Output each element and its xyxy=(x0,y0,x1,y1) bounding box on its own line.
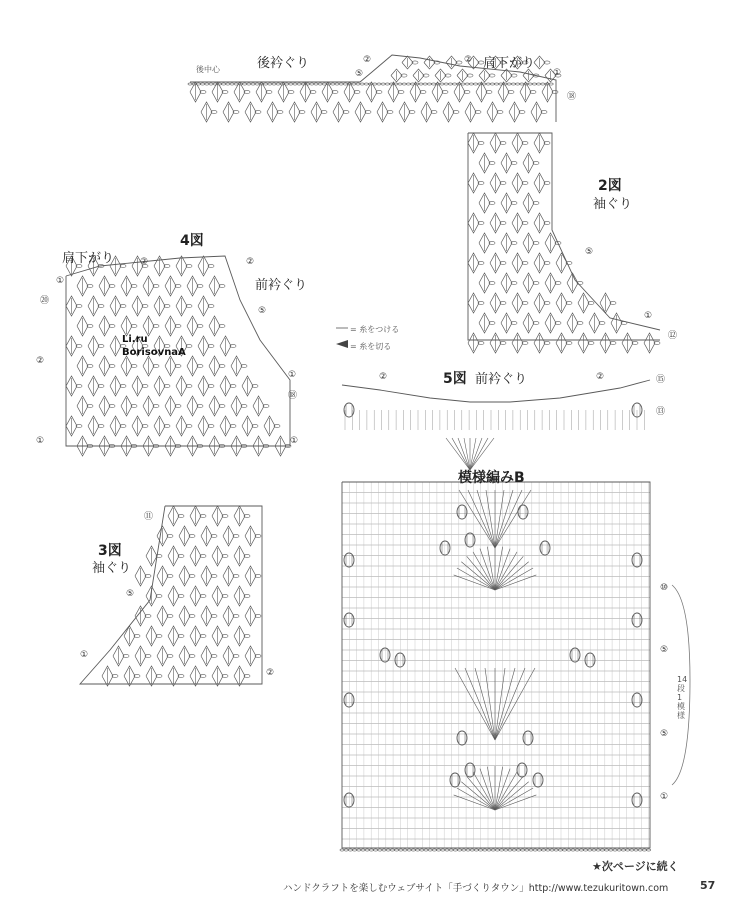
chain-stitch xyxy=(549,83,553,85)
row-mark-2-fig4: ② xyxy=(140,257,149,267)
chain-stitch xyxy=(486,83,490,85)
row-mark-5-fig3: ⑤ xyxy=(126,589,135,599)
rows-per-repeat-note: 14段1模様 xyxy=(677,675,688,720)
chain-stitch xyxy=(378,849,382,851)
bobble-stitch xyxy=(344,613,354,627)
chain-stitch xyxy=(453,849,457,851)
bobble-stitch xyxy=(457,505,467,519)
v-stitch xyxy=(455,668,495,740)
chain-stitch xyxy=(360,83,364,85)
v-stitch xyxy=(495,668,505,740)
v-stitch xyxy=(495,490,522,548)
chain-stitch xyxy=(500,849,504,851)
chain-stitch xyxy=(533,849,537,851)
footer-website: ハンドクラフトを楽しむウェブサイト「手づくりタウン」http://www.tezukuritown.com xyxy=(283,883,669,894)
chain-stitch xyxy=(226,83,230,85)
row-mark-1-fig5: ① xyxy=(660,792,669,802)
chain-stitch xyxy=(335,83,339,85)
chain-stitch xyxy=(474,849,478,851)
bobble-stitch xyxy=(632,693,642,707)
chain-stitch xyxy=(638,849,642,851)
chain-stitch xyxy=(201,83,205,85)
row-mark-5b-fig5: ⑤ xyxy=(660,729,669,739)
chain-stitch xyxy=(537,83,541,85)
chain-stitch xyxy=(264,83,268,85)
chain-stitch xyxy=(196,83,200,85)
bobble-stitch xyxy=(395,653,405,667)
chain-stitch xyxy=(361,849,365,851)
chain-stitch xyxy=(558,849,562,851)
chain-stitch xyxy=(532,83,536,85)
chain-stitch xyxy=(373,83,377,85)
chain-stitch xyxy=(398,83,402,85)
chain-stitch xyxy=(357,849,361,851)
row-mark-1-fig2: ① xyxy=(644,311,653,321)
row-mark-2-fig5: ② xyxy=(596,372,605,382)
fan-stitch xyxy=(495,788,533,810)
fan-stitch xyxy=(457,788,495,810)
chain-stitch xyxy=(268,83,272,85)
chain-stitch xyxy=(365,849,369,851)
bobble-stitch xyxy=(440,541,450,555)
row-mark-5-back: ⑤ xyxy=(355,69,364,79)
back-center-label: 後中心 xyxy=(196,65,220,74)
chain-stitch xyxy=(276,83,280,85)
chain-stitch xyxy=(353,849,357,851)
chain-stitch xyxy=(420,849,424,851)
row-mark-15-fig5: ⑮ xyxy=(656,375,666,385)
chain-stitch xyxy=(377,83,381,85)
fig4-title: 4図 xyxy=(180,233,204,249)
chain-stitch xyxy=(402,83,406,85)
chain-stitch xyxy=(399,849,403,851)
edge-outline xyxy=(66,276,290,446)
chain-stitch xyxy=(297,83,301,85)
edge-outline xyxy=(342,482,650,848)
chain-stitch xyxy=(440,83,444,85)
chain-stitch xyxy=(272,83,276,85)
chain-stitch xyxy=(381,83,385,85)
row-mark-2-fig3: ② xyxy=(266,668,275,678)
pattern-b-title: 模様編みB xyxy=(458,470,525,486)
v-stitch xyxy=(495,668,535,740)
chain-stitch xyxy=(617,849,621,851)
row-mark-1-back: ① xyxy=(553,68,562,78)
chain-stitch xyxy=(571,849,575,851)
v-stitch xyxy=(495,668,515,740)
chain-stitch xyxy=(642,849,646,851)
chain-stitch xyxy=(584,849,588,851)
legend-attach-yarn: = 糸をつける xyxy=(350,325,400,334)
chain-stitch xyxy=(364,83,368,85)
chain-stitch xyxy=(567,849,571,851)
chain-stitch xyxy=(600,849,604,851)
chain-stitch xyxy=(487,849,491,851)
chain-stitch xyxy=(314,83,318,85)
bobble-stitch xyxy=(518,505,528,519)
chain-stitch xyxy=(511,83,515,85)
chain-stitch xyxy=(419,83,423,85)
chain-stitch xyxy=(374,849,378,851)
row-mark-1-fig4: ① xyxy=(56,276,65,286)
chain-stitch xyxy=(579,849,583,851)
chain-stitch xyxy=(243,83,247,85)
chain-stitch xyxy=(318,83,322,85)
row-mark-2-back: ② xyxy=(363,55,372,65)
v-stitch xyxy=(468,490,495,548)
fig3-subtitle: 袖ぐり xyxy=(92,561,132,576)
row-mark-10-fig5: ⑩ xyxy=(660,583,669,593)
bobble-stitch xyxy=(344,553,354,567)
chain-stitch xyxy=(512,849,516,851)
chain-stitch xyxy=(428,849,432,851)
chain-stitch xyxy=(255,83,259,85)
row-mark-2c-fig4: ② xyxy=(36,356,45,366)
chain-stitch xyxy=(385,83,389,85)
chain-stitch xyxy=(461,83,465,85)
chain-stitch xyxy=(546,849,550,851)
chain-stitch xyxy=(453,83,457,85)
chain-stitch xyxy=(495,849,499,851)
fig3-title: 3図 xyxy=(98,543,122,559)
chain-stitch xyxy=(390,849,394,851)
chain-stitch xyxy=(563,849,567,851)
chain-stitch xyxy=(448,83,452,85)
chain-stitch xyxy=(339,83,343,85)
chain-stitch xyxy=(516,849,520,851)
chain-stitch xyxy=(416,849,420,851)
fig2-armhole-chart xyxy=(468,133,660,353)
chain-stitch xyxy=(525,849,529,851)
chain-stitch xyxy=(605,849,609,851)
chain-stitch xyxy=(301,83,305,85)
bobble-stitch xyxy=(344,793,354,807)
row-mark-11-fig3: ⑪ xyxy=(144,512,154,522)
chain-stitch xyxy=(575,849,579,851)
chain-stitch xyxy=(234,83,238,85)
v-stitch xyxy=(446,438,470,470)
row-mark-1b-fig4: ① xyxy=(288,370,297,380)
chain-stitch xyxy=(483,849,487,851)
chain-stitch xyxy=(474,83,478,85)
chain-stitch xyxy=(528,83,532,85)
bobble-stitch xyxy=(632,553,642,567)
fig5-front-neck-label: 前衿ぐり xyxy=(475,372,528,387)
chain-stitch xyxy=(424,849,428,851)
chain-stitch xyxy=(613,849,617,851)
fig4-shoulder-label: 肩下がり xyxy=(62,251,115,266)
chain-stitch xyxy=(343,83,347,85)
chain-stitch xyxy=(382,849,386,851)
bobble-stitch xyxy=(540,541,550,555)
v-stitch xyxy=(459,490,495,548)
chain-stitch xyxy=(293,83,297,85)
chain-stitch xyxy=(395,849,399,851)
chain-stitch xyxy=(507,83,511,85)
chain-stitch xyxy=(386,849,390,851)
chain-stitch xyxy=(490,83,494,85)
back-neck-label: 後衿ぐり xyxy=(257,56,310,71)
chain-stitch xyxy=(465,83,469,85)
bobble-stitch xyxy=(533,773,543,787)
fan-stitch xyxy=(457,568,495,590)
row-mark-20-fig4: ⑳ xyxy=(40,296,50,306)
chain-stitch xyxy=(634,849,638,851)
row-mark-1-fig3: ① xyxy=(80,650,89,660)
edge-outline xyxy=(468,133,660,330)
chain-stitch xyxy=(462,849,466,851)
fan-stitch xyxy=(495,568,533,590)
row-mark-2b-fig4: ② xyxy=(246,257,255,267)
chain-stitch xyxy=(647,849,651,851)
chain-stitch xyxy=(407,849,411,851)
bobble-stitch xyxy=(457,731,467,745)
chain-stitch xyxy=(441,849,445,851)
chain-stitch xyxy=(466,849,470,851)
chain-stitch xyxy=(458,849,462,851)
bobble-stitch xyxy=(517,763,527,777)
chain-stitch xyxy=(423,83,427,85)
chain-stitch xyxy=(495,83,499,85)
chain-stitch xyxy=(630,849,634,851)
bobble-stitch xyxy=(632,793,642,807)
chain-stitch xyxy=(516,83,520,85)
chain-stitch xyxy=(520,83,524,85)
row-mark-2b-back: ② xyxy=(464,55,473,65)
chain-stitch xyxy=(537,849,541,851)
chain-stitch xyxy=(508,849,512,851)
chain-stitch xyxy=(432,849,436,851)
row-mark-18-fig4: ⑱ xyxy=(288,391,298,401)
chain-stitch xyxy=(445,849,449,851)
chain-stitch xyxy=(621,849,625,851)
fig2-subtitle: 袖ぐり xyxy=(593,197,633,212)
chain-stitch xyxy=(411,83,415,85)
chain-stitch xyxy=(626,849,630,851)
chain-stitch xyxy=(322,83,326,85)
chain-stitch xyxy=(348,849,352,851)
chain-stitch xyxy=(406,83,410,85)
fig4-front-neck-label: 前衿ぐり xyxy=(255,278,308,293)
chain-stitch xyxy=(521,849,525,851)
v-stitch xyxy=(470,438,494,470)
chain-stitch xyxy=(222,83,226,85)
shoulder-drop-label: 肩下がり xyxy=(483,56,536,71)
v-stitch xyxy=(495,490,531,548)
chain-stitch xyxy=(550,849,554,851)
chain-stitch xyxy=(554,849,558,851)
v-stitch xyxy=(486,490,495,548)
chain-stitch xyxy=(247,83,251,85)
chain-stitch xyxy=(479,849,483,851)
chain-stitch xyxy=(449,849,453,851)
chain-stitch xyxy=(285,83,289,85)
bobble-stitch xyxy=(344,693,354,707)
v-stitch xyxy=(495,490,513,548)
chain-stitch xyxy=(411,849,415,851)
chain-stitch xyxy=(542,849,546,851)
chain-stitch xyxy=(344,849,348,851)
chain-stitch xyxy=(403,849,407,851)
chain-stitch xyxy=(289,83,293,85)
chain-stitch xyxy=(470,849,474,851)
v-stitch xyxy=(475,668,495,740)
annotation-lines xyxy=(336,328,690,785)
fig3-armhole-chart xyxy=(80,506,262,686)
fig5-pattern-b-chart xyxy=(340,380,651,851)
chain-stitch xyxy=(432,83,436,85)
row-mark-1d-fig4: ① xyxy=(290,436,299,446)
row-mark-13-fig5: ⑬ xyxy=(656,407,666,417)
chain-stitch xyxy=(369,849,373,851)
row-mark-1c-fig4: ① xyxy=(36,436,45,446)
chain-stitch xyxy=(469,83,473,85)
bobble-stitch xyxy=(632,613,642,627)
chain-stitch xyxy=(209,83,213,85)
row-mark-12-fig2: ⑫ xyxy=(668,331,678,341)
chain-stitch xyxy=(188,83,192,85)
chain-stitch xyxy=(331,83,335,85)
chain-stitch xyxy=(437,849,441,851)
chain-stitch xyxy=(592,849,596,851)
chain-stitch xyxy=(230,83,234,85)
chain-stitch xyxy=(340,849,344,851)
watermark-liru: Li.ru xyxy=(122,334,148,345)
chain-stitch xyxy=(427,83,431,85)
next-page-note: ★次ページに続く xyxy=(592,860,679,873)
row-mark-2b-fig5: ② xyxy=(379,372,388,382)
chain-stitch xyxy=(529,849,533,851)
v-stitch xyxy=(470,438,482,470)
chain-stitch xyxy=(306,83,310,85)
chain-stitch xyxy=(588,849,592,851)
v-stitch xyxy=(477,490,495,548)
chain-stitch xyxy=(491,849,495,851)
chain-stitch xyxy=(444,83,448,85)
row-mark-5-fig5: ⑤ xyxy=(660,645,669,655)
chain-stitch xyxy=(251,83,255,85)
fig2-title: 2図 xyxy=(598,178,622,194)
chain-stitch xyxy=(541,83,545,85)
chain-stitch xyxy=(504,849,508,851)
page-number: 57 xyxy=(700,879,716,892)
chain-stitch xyxy=(310,83,314,85)
row-mark-5-fig4: ⑤ xyxy=(258,306,267,316)
legend-cut-symbol xyxy=(336,340,348,348)
v-stitch xyxy=(485,668,495,740)
chain-stitch xyxy=(352,83,356,85)
legend-cut-yarn: = 糸を切る xyxy=(350,342,392,351)
chain-stitch xyxy=(609,849,613,851)
watermark-user: BorisovnaA xyxy=(122,347,186,358)
chain-stitch xyxy=(596,849,600,851)
v-stitch xyxy=(458,438,470,470)
fig5-title: 5図 xyxy=(443,371,467,387)
v-stitch xyxy=(465,668,495,740)
chain-stitch xyxy=(356,83,360,85)
chain-stitch xyxy=(205,83,209,85)
row-mark-5-fig2: ⑤ xyxy=(585,247,594,257)
row-mark-18-back: ⑱ xyxy=(567,92,577,102)
